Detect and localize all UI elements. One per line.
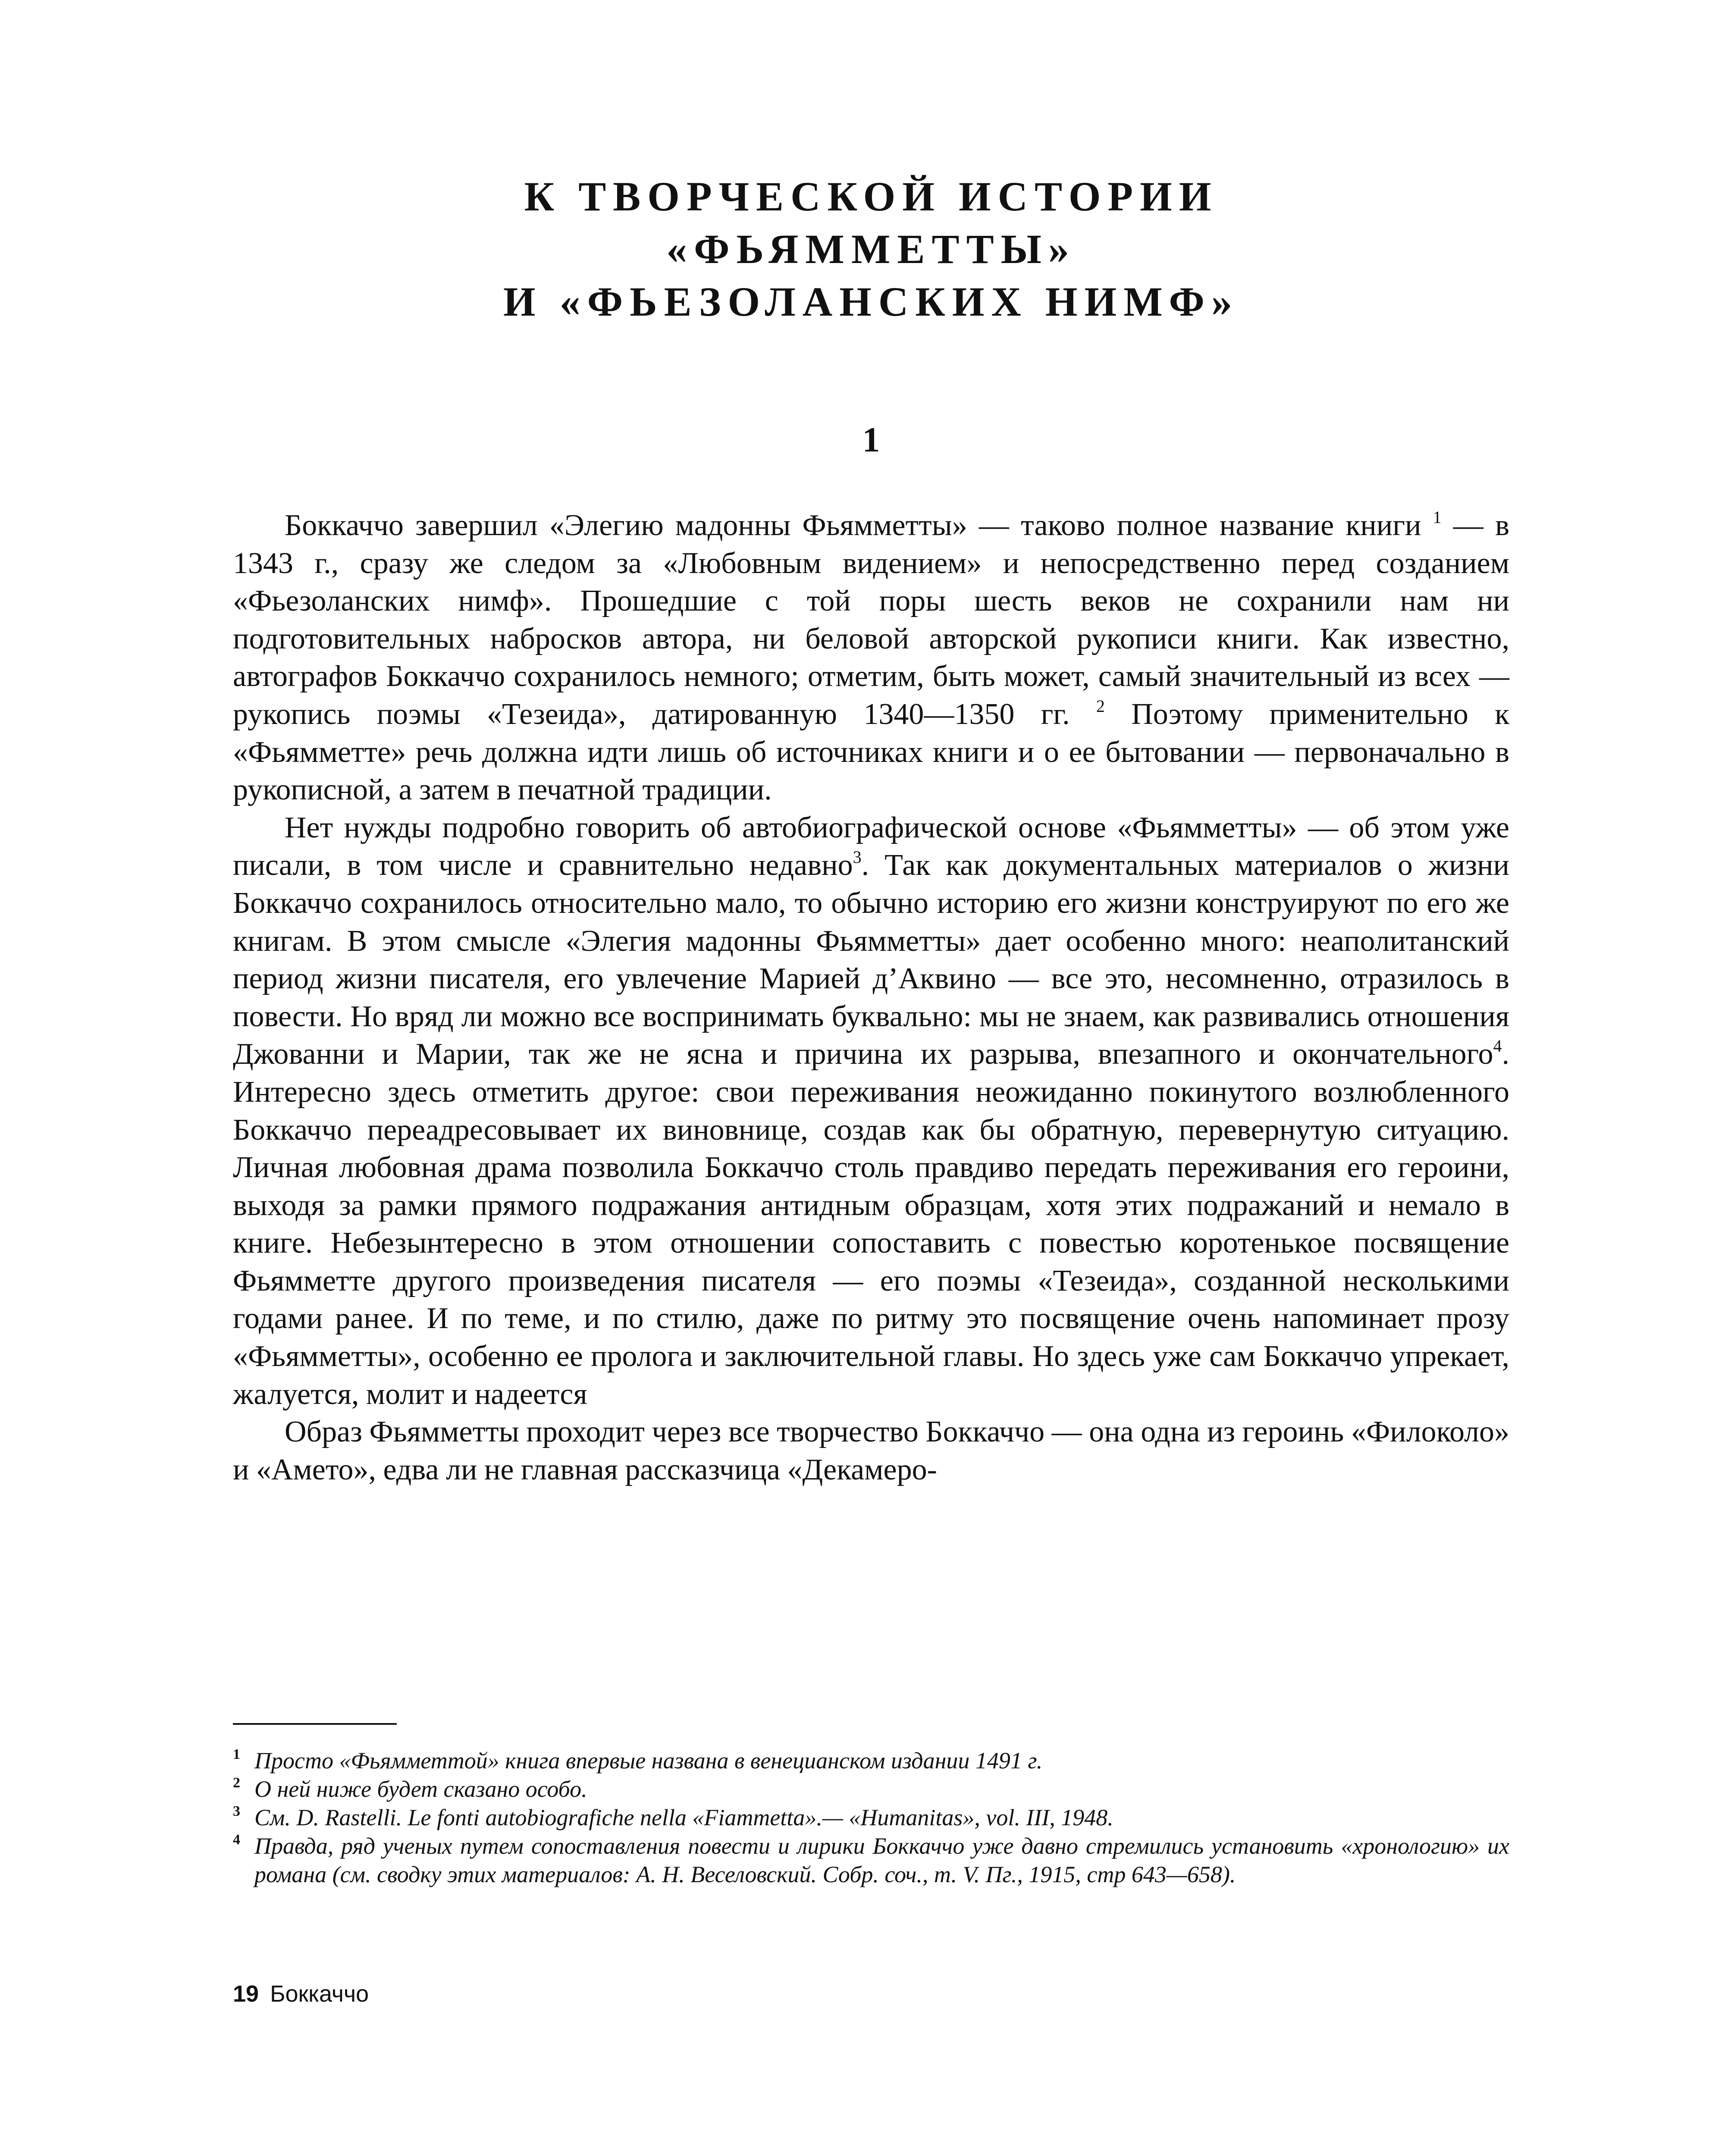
footnote-4-number: 4 <box>233 1832 240 1848</box>
paragraph-1-part-c: Поэтому применительно к «Фьямметте» речь должна идти лишь об источниках книги и о ее бытовании — первоначально в рукописной, а затем в печатной традиции. <box>233 697 1510 807</box>
footnote-4 <box>233 1832 1509 1889</box>
paragraph-2-part-a: Нет нужды подробно говорить об автобиографической основе «Фьямметты» — об этом уже писали, в том числе и сравнительно недавно <box>233 811 1509 882</box>
paragraph-1-part-b: — в 1343 г., сразу же следом за «Любовным видением» и непосредственно перед созданием «Фьезоланских нимф». Прошедшие с той поры шесть веков не сохранили нам ни подготовительных набросков автора, ни беловой авторской рукописи книги. Как известно, автографов Боккаччо сохранилось немного; отметим, быть может, самый значительный из всех — рукопись поэмы «Тезеида», датированную 1340—1350 гг. <box>233 509 1509 731</box>
footer-label: Боккаччо <box>270 1981 369 2007</box>
footnote-ref-2: 2 <box>1096 696 1105 716</box>
title-line-3: И «ФЬЕЗОЛАНСКИХ НИМФ» <box>503 279 1239 325</box>
footnote-2 <box>233 1775 1509 1803</box>
footnote-1-number: 1 <box>233 1746 240 1762</box>
footnote-divider <box>233 1723 397 1725</box>
footnote-ref-4: 4 <box>1493 1036 1502 1056</box>
page-footer <box>233 1980 369 2008</box>
footnote-ref-3: 3 <box>853 847 862 867</box>
paragraph-1 <box>233 507 1509 809</box>
article-title <box>233 170 1509 328</box>
footnote-2-number: 2 <box>233 1775 240 1791</box>
signature-mark: 19 <box>233 1981 259 2007</box>
paragraph-2-part-b: . Так как документальных материалов о жизни Боккаччо сохранилось относительно мало, то обычно историю его жизни конструируют по его же книгам. В этом смысле «Элегия мадонны Фьямметты» дает особенно много: неаполитанский период жизни писателя, его увлечение Марией д’Аквино — все это, несомненно, отразилось в повести. Но вряд ли можно все воспринимать буквально: мы не знаем, как развивались отношения Джованни и Марии, так же не ясна и причина их разрыва, впезапного и окончательного <box>233 849 1510 1071</box>
document-page <box>233 0 1509 2156</box>
footnote-2-text: О ней ниже будет сказано особо. <box>254 1776 587 1802</box>
title-line-1: К ТВОРЧЕСКОЙ ИСТОРИИ <box>524 173 1218 219</box>
footnote-3-number: 3 <box>233 1803 240 1819</box>
paragraph-3-part-a: Образ Фьямметты проходит через все творчество Боккаччо — она одна из героинь «Филоколо» и «Амето», едва ли не главная рассказчица «Декамеро- <box>233 1415 1509 1486</box>
footnote-3-text: См. D. Rastelli. Le fonti autobiografiche nella «Fiammetta».— «Humanitas», vol. III, 1948. <box>254 1805 1113 1830</box>
title-line-2: «ФЬЯММЕТТЫ» <box>666 226 1076 272</box>
footnotes <box>233 1746 1509 1889</box>
paragraph-1-part-a: Боккаччо завершил «Элегию мадонны Фьямметты» — таково полное название книги <box>285 509 1421 542</box>
footnote-1-text: Просто «Фьямметтой» книга впервые названа в венецианском издании 1491 г. <box>254 1748 1043 1774</box>
footnote-1 <box>233 1746 1509 1775</box>
paragraph-2 <box>233 809 1509 1413</box>
paragraph-3 <box>233 1413 1509 1489</box>
footnote-3 <box>233 1803 1509 1832</box>
section-number: 1 <box>862 420 880 459</box>
footnote-ref-1: 1 <box>1433 508 1442 527</box>
body-text <box>233 507 1509 1489</box>
footnote-4-text: Правда, ряд ученых путем сопоставления повести и лирики Боккаччо уже давно стремились установить «хронологию» их романа (см. сводку этих материалов: А. Н. Веселовский. Собр. соч., т. V. Пг., 1915, стр 643—658). <box>254 1833 1509 1887</box>
paragraph-2-part-c: . Интересно здесь отметить другое: свои переживания неожиданно покинутого возлюбленного Боккаччо переадресовывает их виновнице, создав как бы обратную, перевернутую ситуацию. Личная любовная драма позволила Боккаччо столь правдиво передать переживания его героини, выходя за рамки прямого подражания антидным образцам, хотя этих подражаний и немало в книге. Небезынтересно в этом отношении сопоставить с повестью коротенькое посвящение Фьямметте другого произведения писателя — его поэмы «Тезеида», созданной несколькими годами ранее. И по теме, и по стилю, даже по ритму это посвящение очень напоминает прозу «Фьямметты», особенно ее пролога и заключительной главы. Но здесь уже сам Боккаччо упрекает, жалуется, молит и надеется <box>233 1037 1509 1411</box>
